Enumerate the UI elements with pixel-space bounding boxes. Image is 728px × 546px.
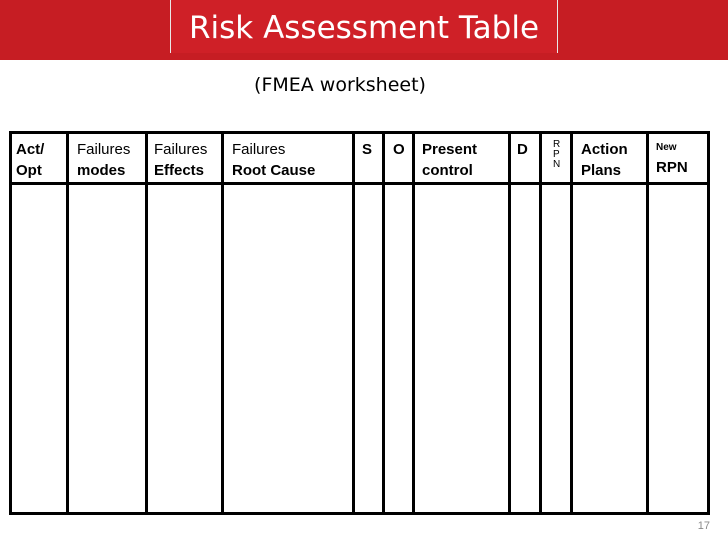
header-detection: D: [517, 141, 528, 158]
header-severity: S: [362, 141, 373, 158]
column-divider: [382, 134, 385, 512]
column-divider: [570, 134, 573, 512]
header-failure-effects: Failures Effects: [154, 141, 208, 179]
column-divider: [539, 134, 542, 512]
header-row-divider: [12, 182, 707, 185]
column-divider: [508, 134, 511, 512]
header-present-control: Present control: [422, 141, 478, 179]
column-divider: [145, 134, 148, 512]
page-number: 17: [697, 520, 710, 532]
fmea-table: [9, 131, 710, 515]
header-action-plans: Action Plans: [581, 141, 628, 179]
column-divider: [66, 134, 69, 512]
header-occurrence: O: [393, 141, 405, 158]
header-act-opt: Act/ Opt: [16, 141, 45, 179]
title-box: [170, 0, 558, 53]
column-divider: [221, 134, 224, 512]
slide-title: Risk Assessment Table: [188, 10, 540, 46]
header-failure-modes: Failures modes: [77, 141, 131, 179]
column-divider: [646, 134, 649, 512]
header-rpn: R P N: [553, 139, 561, 170]
header-failure-root-cause: Failures Root Cause: [232, 141, 316, 179]
header-new-rpn: New RPN: [656, 142, 688, 176]
column-divider: [352, 134, 355, 512]
title-bar: [0, 0, 728, 60]
column-divider: [412, 134, 415, 512]
slide-subtitle: (FMEA worksheet): [254, 74, 426, 96]
